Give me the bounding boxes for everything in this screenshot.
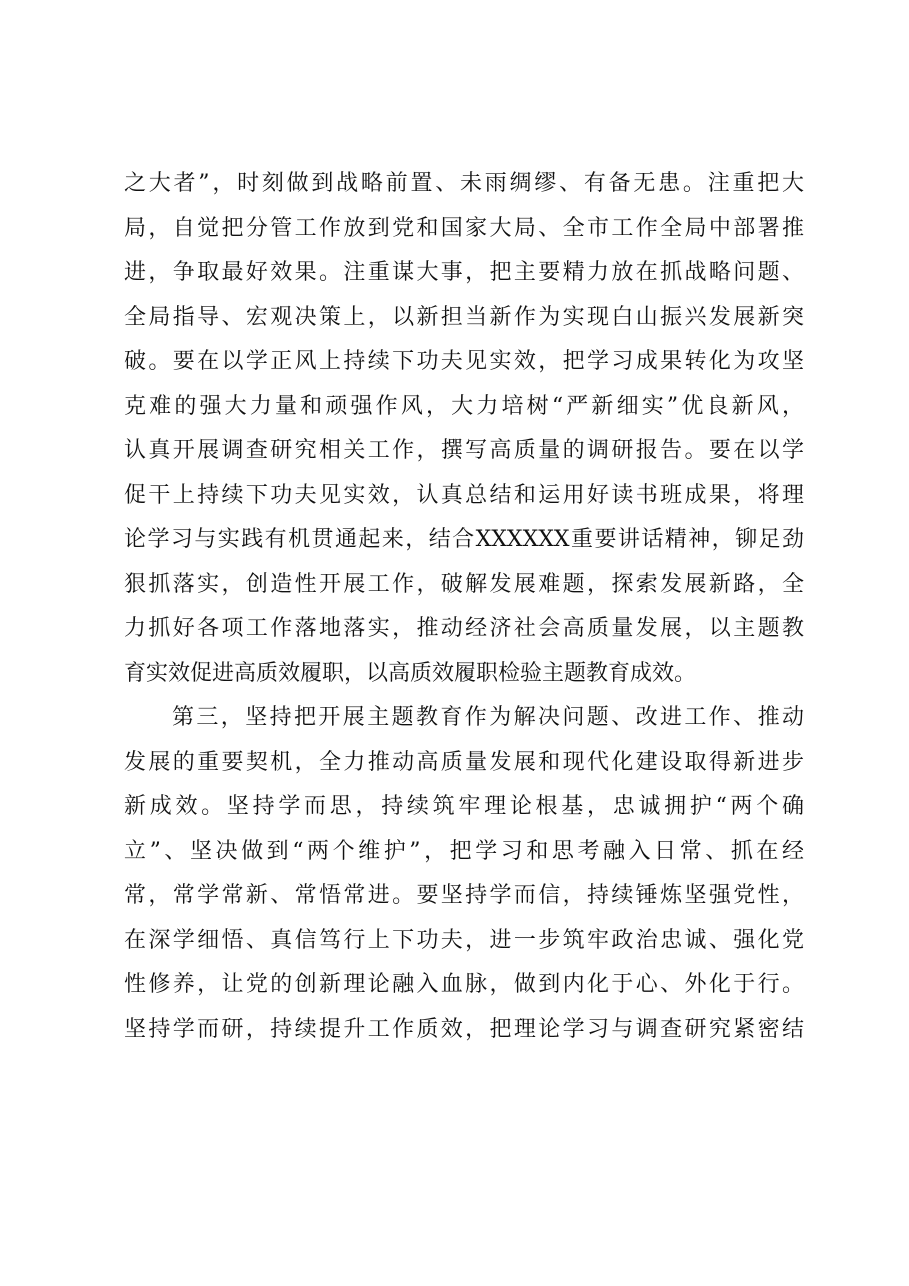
paragraph-end-line: 育实效促进高质效履职，以高质效履职检验主题教育成效。 bbox=[124, 660, 697, 686]
text-line: 在深学细悟、真信笃行上下功夫，进一步筑牢政治忠诚、强化党 bbox=[124, 927, 804, 953]
text-line: 认真开展调查研究相关工作，撰写高质量的调研报告。要在以学 bbox=[124, 438, 804, 463]
text-line: 性修养，让党的创新理论融入血脉，做到内化于心、外化于行。 bbox=[124, 972, 804, 997]
text-line: 局，自觉把分管工作放到党和国家大局、全市工作全局中部署推 bbox=[124, 215, 804, 241]
text-line: 克难的强大力量和顽强作风，大力培树“严新细实”优良新风， bbox=[124, 393, 804, 419]
text-line: 发展的重要契机，全力推动高质量发展和现代化建设取得新进步 bbox=[124, 749, 804, 775]
paragraph-start-line: 第三，坚持把开展主题教育作为解决问题、改进工作、推动 bbox=[172, 705, 804, 730]
text-line: 力抓好各项工作落地落实，推动经济社会高质量发展，以主题教 bbox=[124, 616, 804, 641]
text-line: 坚持学而研，持续提升工作质效，把理论学习与调查研究紧密结 bbox=[124, 1016, 804, 1042]
text-line: 进，争取最好效果。注重谋大事，把主要精力放在抓战略问题、 bbox=[124, 260, 804, 285]
text-line: 立”、坚决做到“两个维护”，把学习和思考融入日常、抓在经 bbox=[124, 838, 804, 864]
body-text bbox=[124, 162, 804, 1052]
text-line: 狠抓落实，创造性开展工作，破解发展难题，探索发展新路，全 bbox=[124, 571, 804, 597]
text-line: 之大者”，时刻做到战略前置、未雨绸缪、有备无患。注重把大 bbox=[124, 171, 804, 196]
text-line: 促干上持续下功夫见实效，认真总结和运用好读书班成果，将理 bbox=[124, 482, 804, 508]
text-line: 新成效。坚持学而思，持续筑牢理论根基，忠诚拥护“两个确 bbox=[124, 794, 804, 819]
text-line: 常，常学常新、常悟常进。要坚持学而信，持续锤炼坚强党性， bbox=[124, 883, 804, 908]
text-line: 论学习与实践有机贯通起来，结合XXXXXX重要讲话精神，铆足劲 bbox=[124, 527, 804, 552]
text-line: 全局指导、宏观决策上，以新担当新作为实现白山振兴发展新突 bbox=[124, 304, 804, 330]
text-line: 破。要在以学正风上持续下功夫见实效，把学习成果转化为攻坚 bbox=[124, 349, 804, 374]
